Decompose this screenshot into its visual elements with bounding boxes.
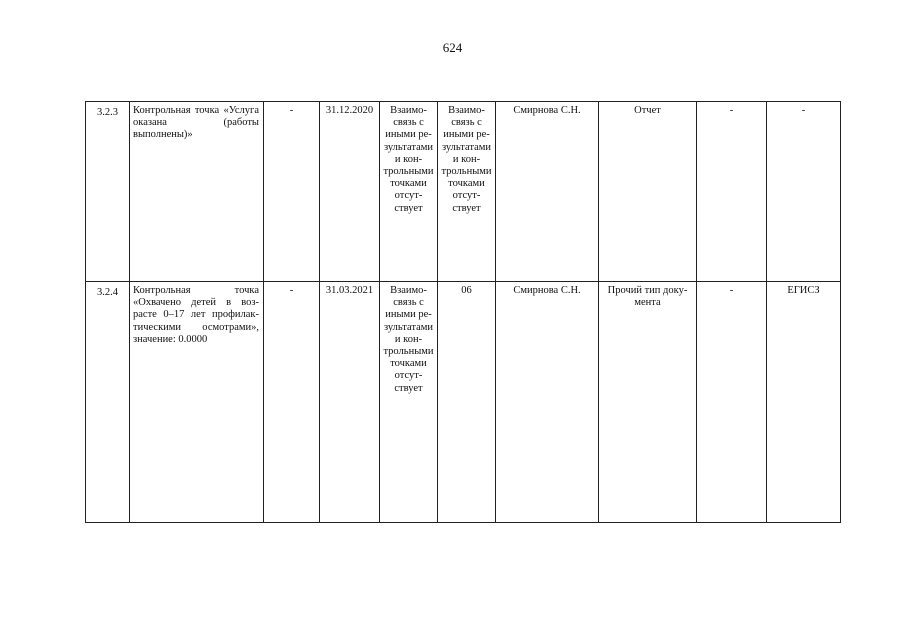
cell-col9: - <box>697 282 767 523</box>
cell-doc-type: Прочий тип доку-мента <box>599 282 697 523</box>
cell-date: 31.03.2021 <box>320 282 380 523</box>
cell-number: 3.2.3 <box>86 102 130 282</box>
cell-col10: ЕГИСЗ <box>767 282 841 523</box>
cell-successor: Взаимо-связь с иными ре-зультатами и кон-трольными точками отсут-ствует <box>438 102 496 282</box>
cell-col9: - <box>697 102 767 282</box>
page-number: 624 <box>442 40 463 55</box>
cell-date: 31.12.2020 <box>320 102 380 282</box>
cell-predecessor: Взаимо-связь с иными ре-зультатами и кон-трольными точками отсут-ствует <box>380 102 438 282</box>
cell-predecessor: Взаимо-связь с иными ре-зультатами и кон-трольными точками отсут-ствует <box>380 282 438 523</box>
cell-responsible: Смирнова С.Н. <box>496 102 599 282</box>
cell-name: Контрольная точка «Услуга оказана (работы выполнены)» <box>130 102 264 282</box>
table-row <box>86 282 841 523</box>
cell-successor: 06 <box>438 282 496 523</box>
control-points-table <box>85 101 841 523</box>
cell-col3: - <box>264 282 320 523</box>
cell-doc-type: Отчет <box>599 102 697 282</box>
cell-responsible: Смирнова С.Н. <box>496 282 599 523</box>
cell-number: 3.2.4 <box>86 282 130 523</box>
table-row <box>86 102 841 282</box>
cell-col3: - <box>264 102 320 282</box>
cell-col10: - <box>767 102 841 282</box>
cell-name: Контрольная точка «Охвачено детей в воз-расте 0–17 лет профилак-тическими осмотрами», значение: 0.0000 <box>130 282 264 523</box>
